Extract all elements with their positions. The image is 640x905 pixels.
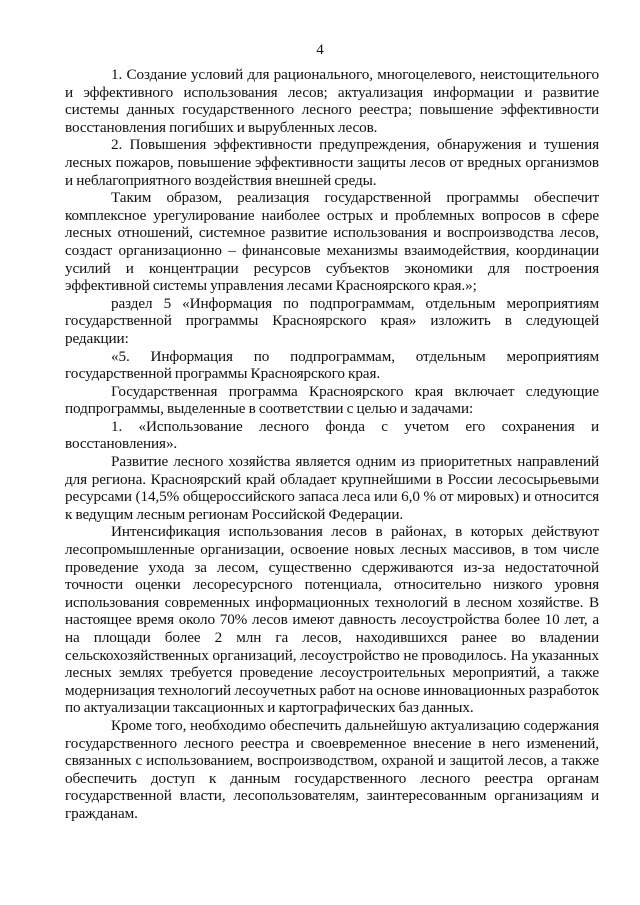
paragraph-subprograms-intro: Государственная программа Красноярского края включает следующие подпрограммы, выделенные в соответствии с целью и задачами: — [65, 382, 599, 418]
document-body — [65, 66, 599, 823]
paragraph-program-summary: Таким образом, реализация государственной программы обеспечит комплексное урегулирование наиболее острых и проблемных вопросов в сфере лесных отношений, системное развитие использования и воспроизводства лесов, создаст организационно – финансовые механизмы взаимодействия, координации усилий и концентрации ресурсов субъектов экономики для построения эффективной системы управления лесами Красноярского края.»; — [65, 189, 599, 295]
paragraph-section-5-amendment: раздел 5 «Информация по подпрограммам, отдельным мероприятиям государственной программы Красноярского края» изложить в следующей редакции: — [65, 294, 599, 347]
page-number: 4 — [316, 42, 324, 58]
paragraph-subprogram-1-title: 1. «Использование лесного фонда с учетом его сохранения и восстановления». — [65, 417, 599, 453]
paragraph-goal-1: 1. Создание условий для рационального, многоцелевого, неистощительного и эффективного использования лесов; актуализация информации и развитие системы данных государственного лесного реестра; повышение эффективности восстановления погибших и вырубленных лесов. — [65, 66, 599, 136]
paragraph-goal-2: 2. Повышения эффективности предупреждения, обнаружения и тушения лесных пожаров, повышение эффективности защиты лесов от вредных организмов и неблагоприятного воздействия внешней среды. — [65, 136, 599, 189]
paragraph-forest-registry: Кроме того, необходимо обеспечить дальнейшую актуализацию содержания государственного лесного реестра и своевременное внесение в него изменений, связанных с использованием, воспроизводством, охраной и защитой лесов, а также обеспечить доступ к данным государственного лесного реестра органам государственной власти, лесопользователям, заинтересованным организациям и гражданам. — [65, 716, 599, 822]
paragraph-intensification: Интенсификация использования лесов в районах, в которых действуют лесопромышленные организации, освоение новых лесных массивов, в том числе проведение ухода за лесом, существенно сдерживаются из-за недостаточной точности оценки лесоресурсного потенциала, относительно низкого уровня использования современных информационных технологий в лесном хозяйстве. В настоящее время около 70% лесов имеют давность лесоустройства более 10 лет, а на площади более 2 млн га лесов, находившихся ранее во владении сельскохозяйственных организаций, лесоустройство не проводилось. На указанных лесных землях требуется проведение лесоустроительных мероприятий, а также модернизация технологий лесоучетных работ на основе инновационных разработок по актуализации таксационных и картографических баз данных. — [65, 523, 599, 717]
paragraph-section-5-heading: «5. Информация по подпрограммам, отдельным мероприятиям государственной программы Красноярского края. — [65, 347, 599, 383]
paragraph-forestry-development: Развитие лесного хозяйства является одним из приоритетных направлений для региона. Красноярский край обладает крупнейшими в России лесосырьевыми ресурсами (14,5% общероссийского запаса леса или 6,0 % от мировых) и относится к ведущим лесным регионам Российской Федерации. — [65, 453, 599, 523]
